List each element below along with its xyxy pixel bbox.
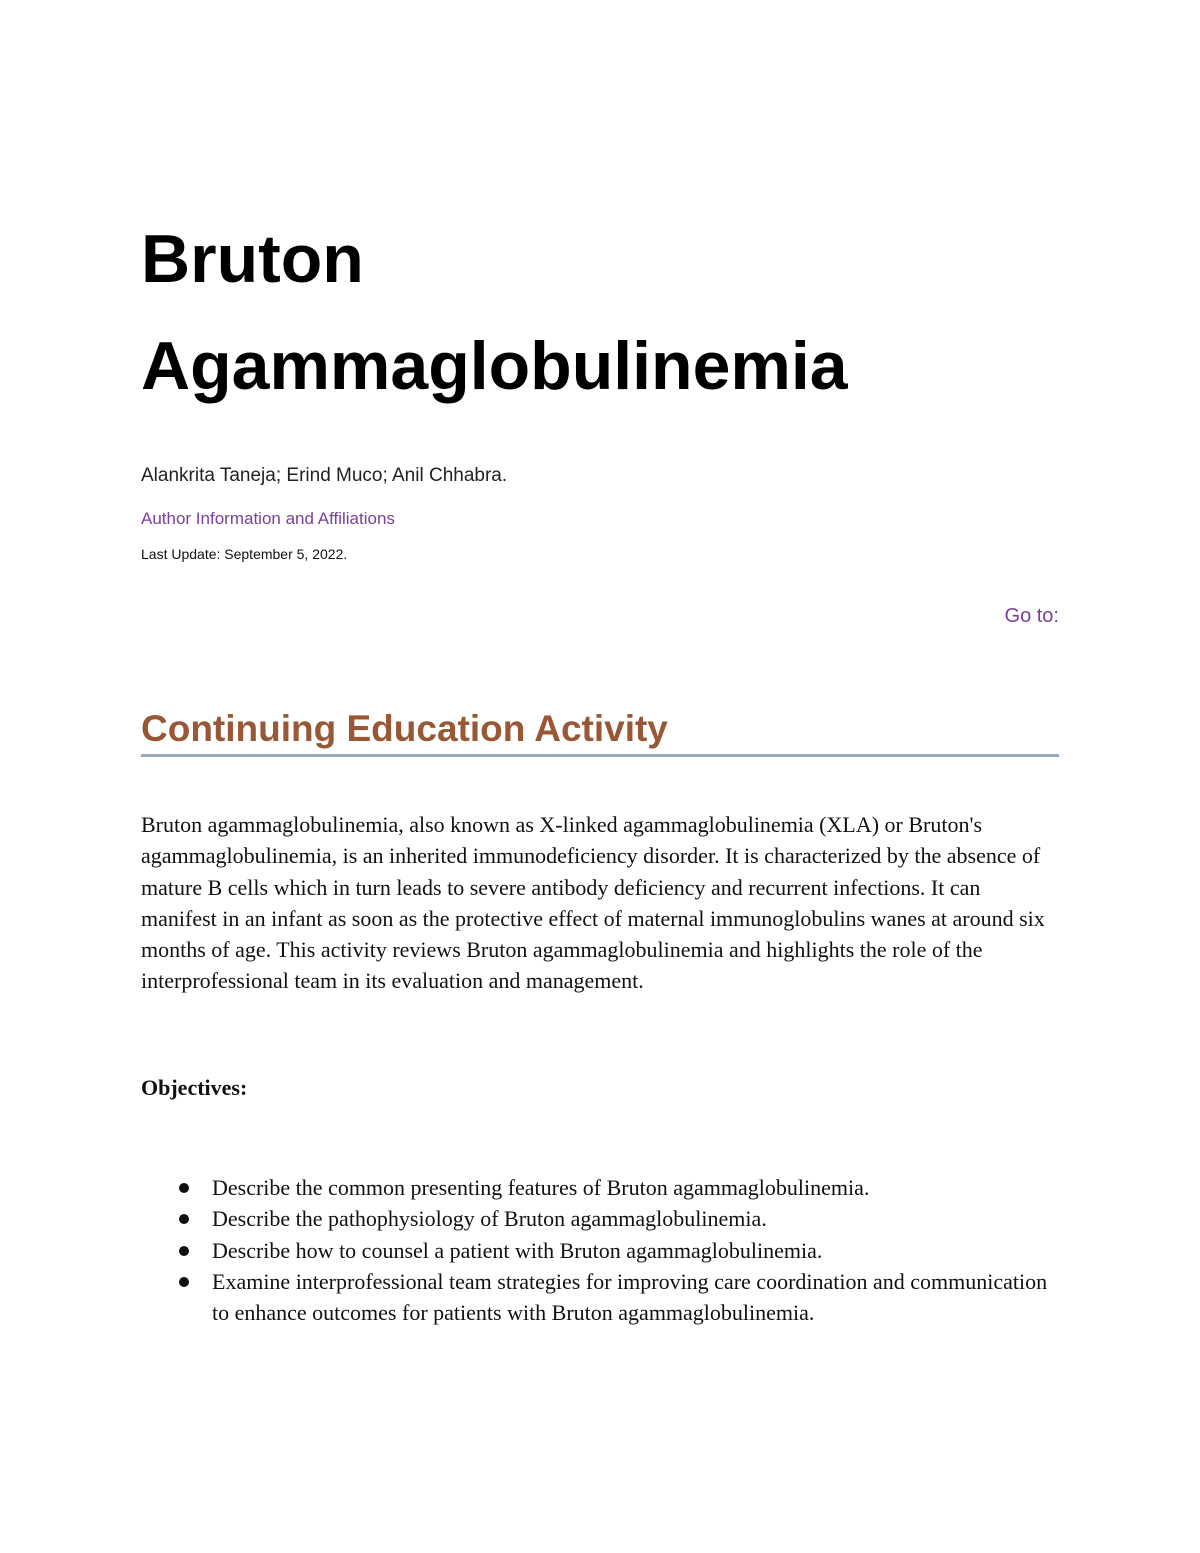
list-item-text: Describe how to counsel a patient with Bruton agammaglobulinemia. xyxy=(212,1237,823,1263)
bullet-icon xyxy=(179,1277,189,1287)
last-update-date: Last Update: September 5, 2022. xyxy=(141,546,348,562)
section-heading: Continuing Education Activity xyxy=(141,706,1059,757)
bullet-icon xyxy=(179,1183,189,1193)
objectives-label: Objectives: xyxy=(141,1075,248,1100)
objectives-list xyxy=(141,1172,1059,1328)
author-affiliations-link[interactable]: Author Information and Affiliations xyxy=(141,509,395,528)
author-list: Alankrita Taneja; Erind Muco; Anil Chhabra. xyxy=(141,465,508,486)
list-item-text: Describe the pathophysiology of Bruton agammaglobulinemia. xyxy=(212,1206,767,1232)
bullet-icon xyxy=(179,1246,189,1256)
list-item xyxy=(141,1172,1059,1203)
article-title: Bruton Agammaglobulinemia xyxy=(141,221,848,404)
list-item xyxy=(141,1266,1059,1329)
goto-menu-button[interactable]: Go to: xyxy=(1004,605,1059,627)
section-paragraph: Bruton agammaglobulinemia, also known as X-linked agammaglobulinemia (XLA) or Bruton's agammaglobulinemia, is an inherited immunodeficiency disorder. It is characterized by the absence of mature B cells which in turn leads to severe antibody deficiency and recurrent infections. It can manifest in an infant as soon as the protective effect of maternal immunoglobulins wanes at around six months of age. This activity reviews Bruton agammaglobulinemia and highlights the role of the interprofessional team in its evaluation and management. xyxy=(141,812,1045,994)
list-item xyxy=(141,1203,1059,1234)
list-item-text: Describe the common presenting features of Bruton agammaglobulinemia. xyxy=(212,1175,870,1200)
bullet-icon xyxy=(179,1214,189,1224)
list-item-text: Examine interprofessional team strategies for improving care coordination and communication to enhance outcomes for patients with Bruton agammaglobulinemia. xyxy=(212,1268,1048,1326)
list-item xyxy=(141,1235,1059,1266)
